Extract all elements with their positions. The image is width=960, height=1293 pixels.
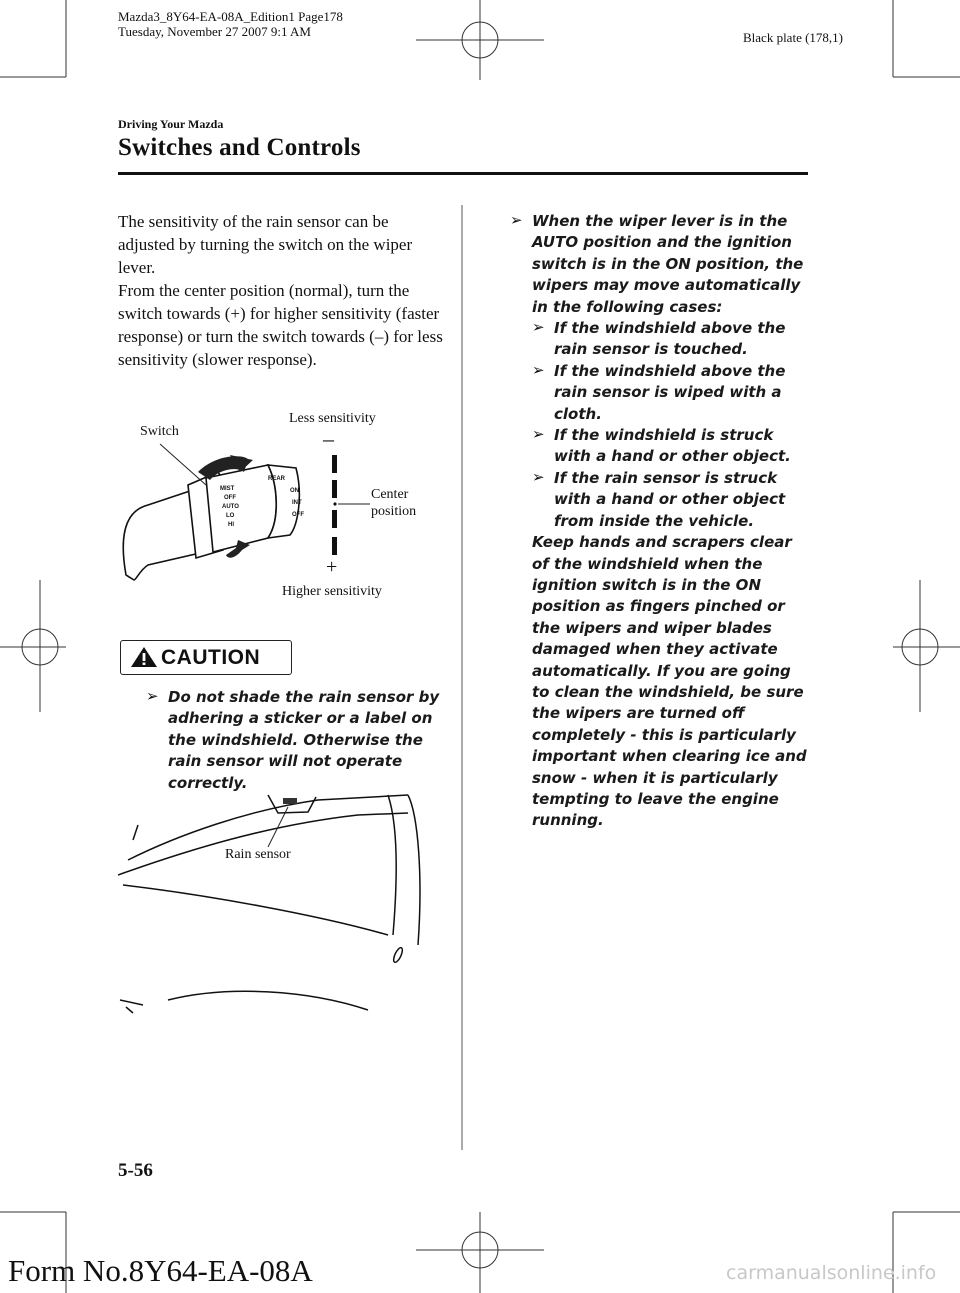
- caution-box: [120, 640, 292, 675]
- file-info-line2: Tuesday, November 27 2007 9:1 AM: [118, 24, 311, 39]
- lever-label-rear: REAR: [268, 476, 286, 482]
- title-rule: [118, 172, 808, 175]
- watermark: carmanualsonline.info: [726, 1262, 937, 1284]
- lever-label-hi: HI: [228, 522, 234, 528]
- file-info: [118, 9, 343, 39]
- paragraph-2: From the center position (normal), turn the switch towards (+) for higher sensitivity (faster response) or turn the switch towards (–) for less sensitivity (slower response).: [118, 281, 443, 369]
- caution-text: Do not shade the rain sensor by adhering a sticker or a label on the windshield. Otherwise the rain sensor will not operate correctly.: [168, 688, 440, 792]
- case-item: [532, 468, 812, 532]
- higher-sensitivity-label: Higher sensitivity: [282, 584, 382, 599]
- center-label-line2: position: [371, 504, 417, 519]
- minus-sign: –: [323, 426, 334, 451]
- lever-labels: [178, 476, 304, 546]
- right-arrow-icon: ➢: [510, 213, 523, 229]
- page-title: Switches and Controls: [118, 134, 361, 161]
- section-label: Driving Your Mazda: [118, 117, 224, 131]
- paragraph-1: The sensitivity of the rain sensor can be adjusted by turning the switch on the wiper lever.: [118, 212, 413, 277]
- warning-triangle-icon: [129, 645, 159, 669]
- right-arrow-icon: ➢: [532, 427, 545, 444]
- plus-sign: +: [326, 556, 338, 578]
- right-arrow-icon: ➢: [532, 469, 545, 486]
- case-text: If the windshield above the rain sensor is touched.: [554, 319, 786, 359]
- right-arrow-icon: ➢: [146, 689, 159, 705]
- form-number: Form No.8Y64-EA-08A: [8, 1253, 313, 1288]
- case-text: If the windshield is struck with a hand or other object.: [554, 426, 791, 466]
- auto-intro-item: [510, 211, 812, 318]
- windshield-illustration: [118, 785, 448, 1015]
- lever-label-on: ON: [290, 488, 299, 494]
- case-text: If the windshield above the rain sensor is wiped with a cloth.: [554, 361, 786, 423]
- center-label-line1: Center: [371, 487, 409, 502]
- switch-label: Switch: [140, 424, 179, 439]
- rain-sensor-label: Rain sensor: [225, 847, 291, 862]
- lever-label-auto: AUTO: [222, 504, 239, 510]
- plate-info: Black plate (178,1): [743, 30, 843, 45]
- wiper-lever-figure: [118, 400, 448, 610]
- lever-label-rear-off: OFF: [292, 512, 304, 518]
- case-text: If the rain sensor is struck with a hand or other object from inside the vehicle.: [554, 468, 786, 530]
- auto-intro-text: When the wiper lever is in the AUTO position and the ignition switch is in the ON position, the wipers may move automatically in the following cases:: [532, 212, 804, 316]
- right-arrow-icon: ➢: [532, 362, 545, 379]
- windshield-figure: [118, 785, 448, 1015]
- page-number: 5-56: [118, 1160, 153, 1181]
- less-sensitivity-label: Less sensitivity: [289, 411, 376, 426]
- case-item: [532, 318, 812, 361]
- lever-label-mist: MIST: [220, 486, 235, 492]
- case-item: [532, 361, 812, 425]
- center-position-label: [371, 486, 416, 520]
- caution-label: CAUTION: [161, 646, 261, 669]
- file-info-line1: Mazda3_8Y64-EA-08A_Edition1 Page178: [118, 9, 343, 24]
- caution-bullet: [146, 687, 446, 794]
- warning-paragraph: Keep hands and scrapers clear of the windshield when the ignition switch is in the ON position as fingers pinched or the wipers and wiper blades damaged when they activate automatically. If you are going to clean the windshield, be sure the wipers are turned off completely - this is particularly important when clearing ice and snow - when it is particularly tempting to leave the engine running.: [532, 533, 807, 830]
- rain-sensor-icon: [283, 798, 297, 804]
- right-column: [510, 211, 812, 832]
- left-column: [118, 210, 443, 371]
- right-arrow-icon: ➢: [532, 320, 545, 337]
- lever-label-int: INT: [292, 500, 302, 506]
- lever-label-off: OFF: [224, 495, 236, 501]
- lever-label-lo: LO: [226, 513, 235, 519]
- case-item: [532, 425, 812, 468]
